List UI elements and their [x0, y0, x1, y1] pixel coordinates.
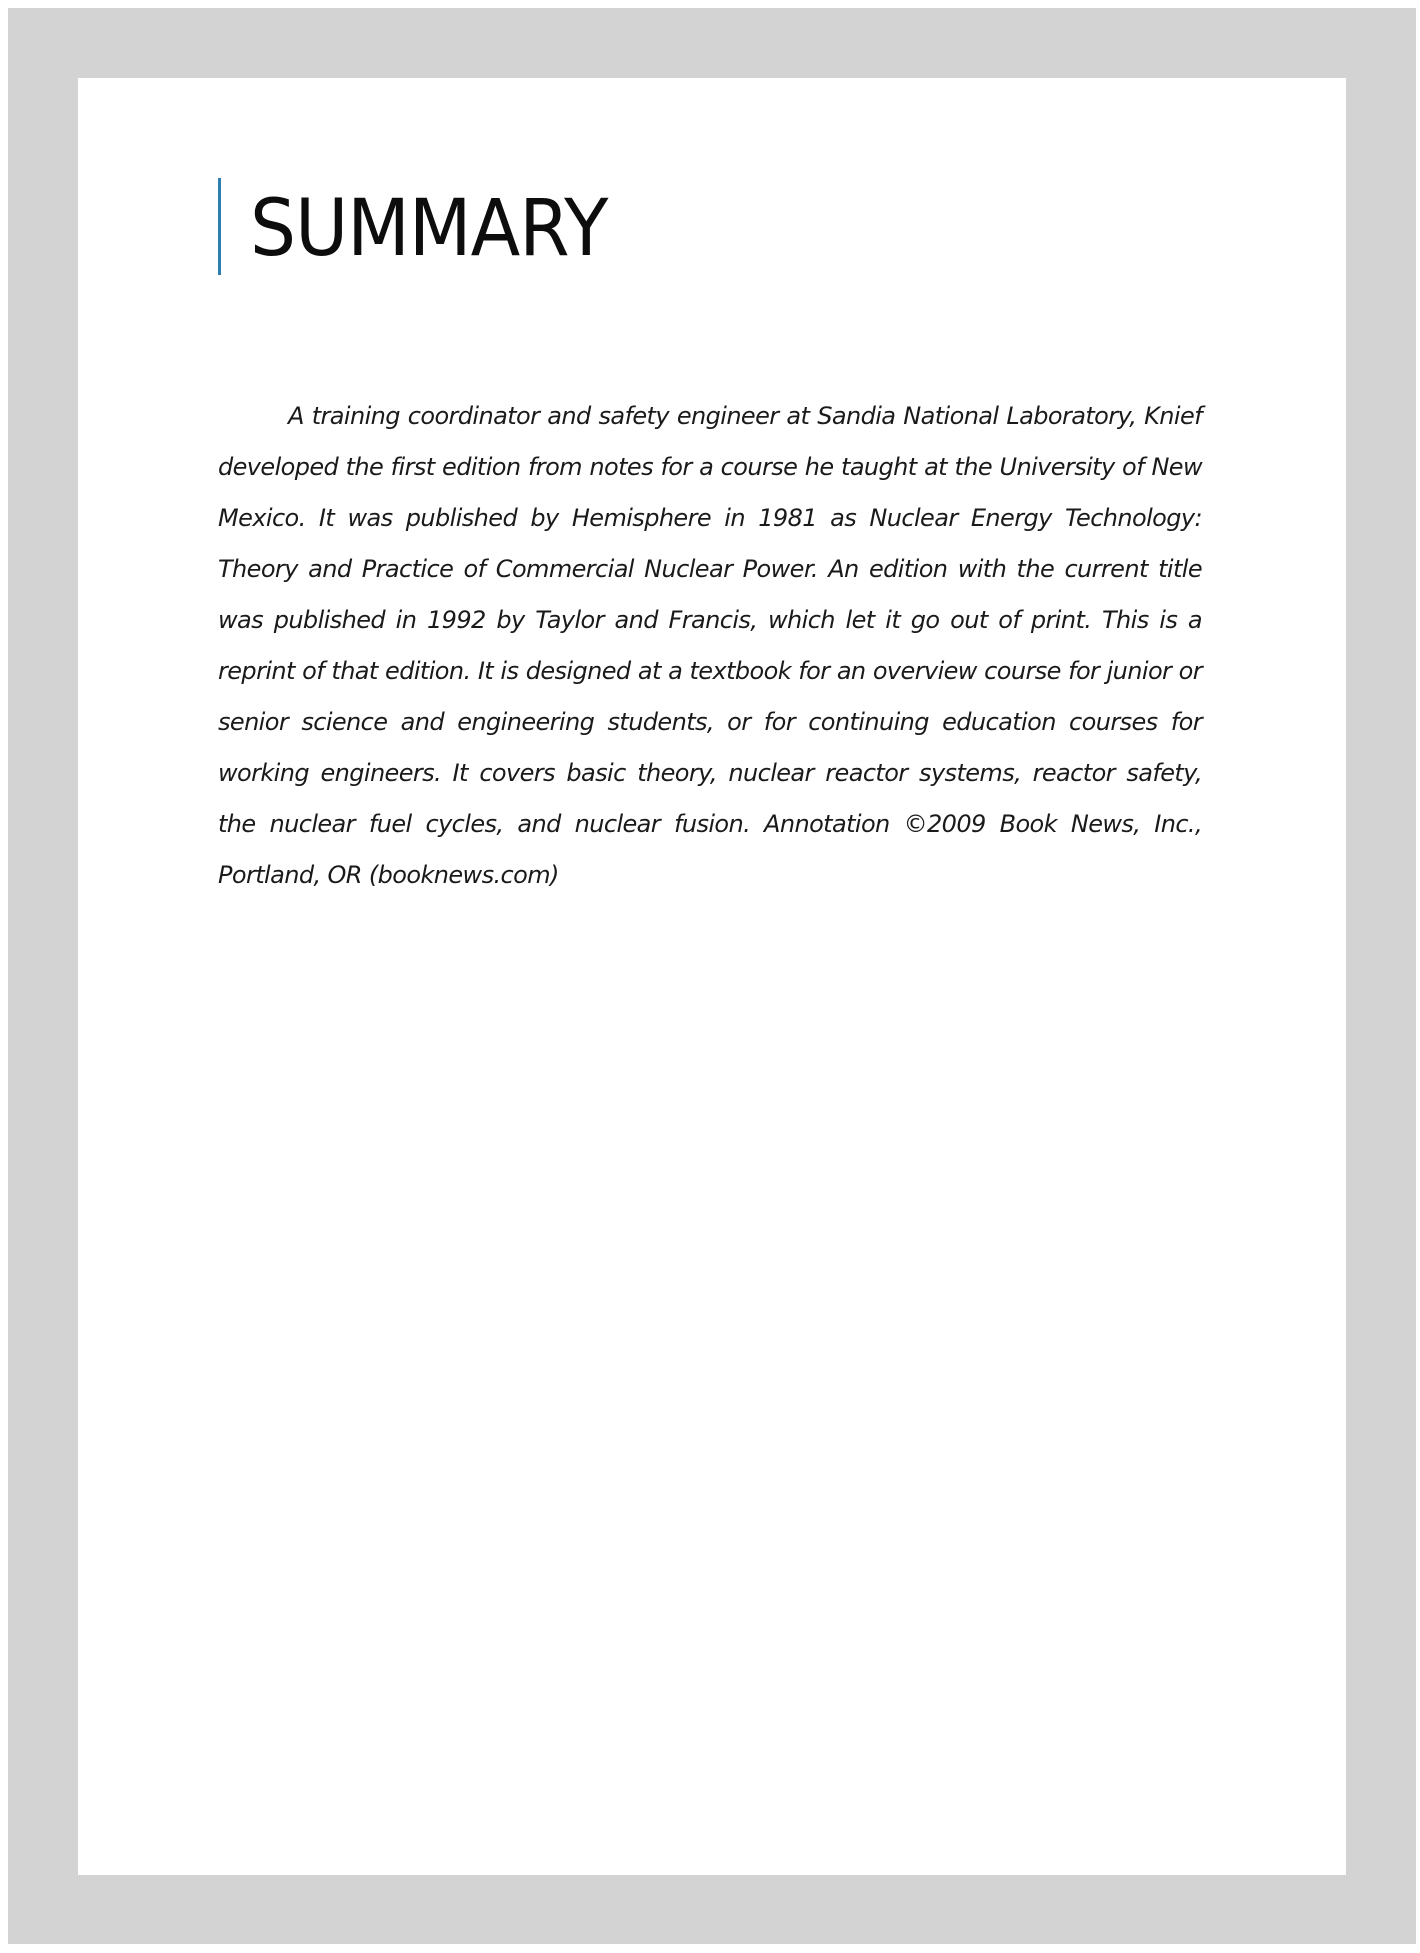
summary-paragraph: A training coordinator and safety engineer at Sandia National Laboratory, Knief developed the first edition from notes for a course he taught at the University of New Mexico. It was published by Hemisphere in 1981 as Nuclear Energy Technology: Theory and Practice of Commercial Nuclear Power. An edition with the current title was published in 1992 by Taylor and Francis, which let it go out of print. This is a reprint of that edition. It is designed at a textbook for an overview course for junior or senior science and engineering students, or for continuing education courses for working engineers. It covers basic theory, nuclear reactor systems, reactor safety, the nuclear fuel cycles, and nuclear fusion. Annotation ©2009 Book News, Inc., Portland, OR (booknews.com) [218, 402, 1202, 889]
page-title: SUMMARY [250, 184, 608, 274]
page-frame [8, 8, 1416, 1944]
document-page [78, 78, 1346, 1875]
title-accent-bar [218, 178, 221, 275]
